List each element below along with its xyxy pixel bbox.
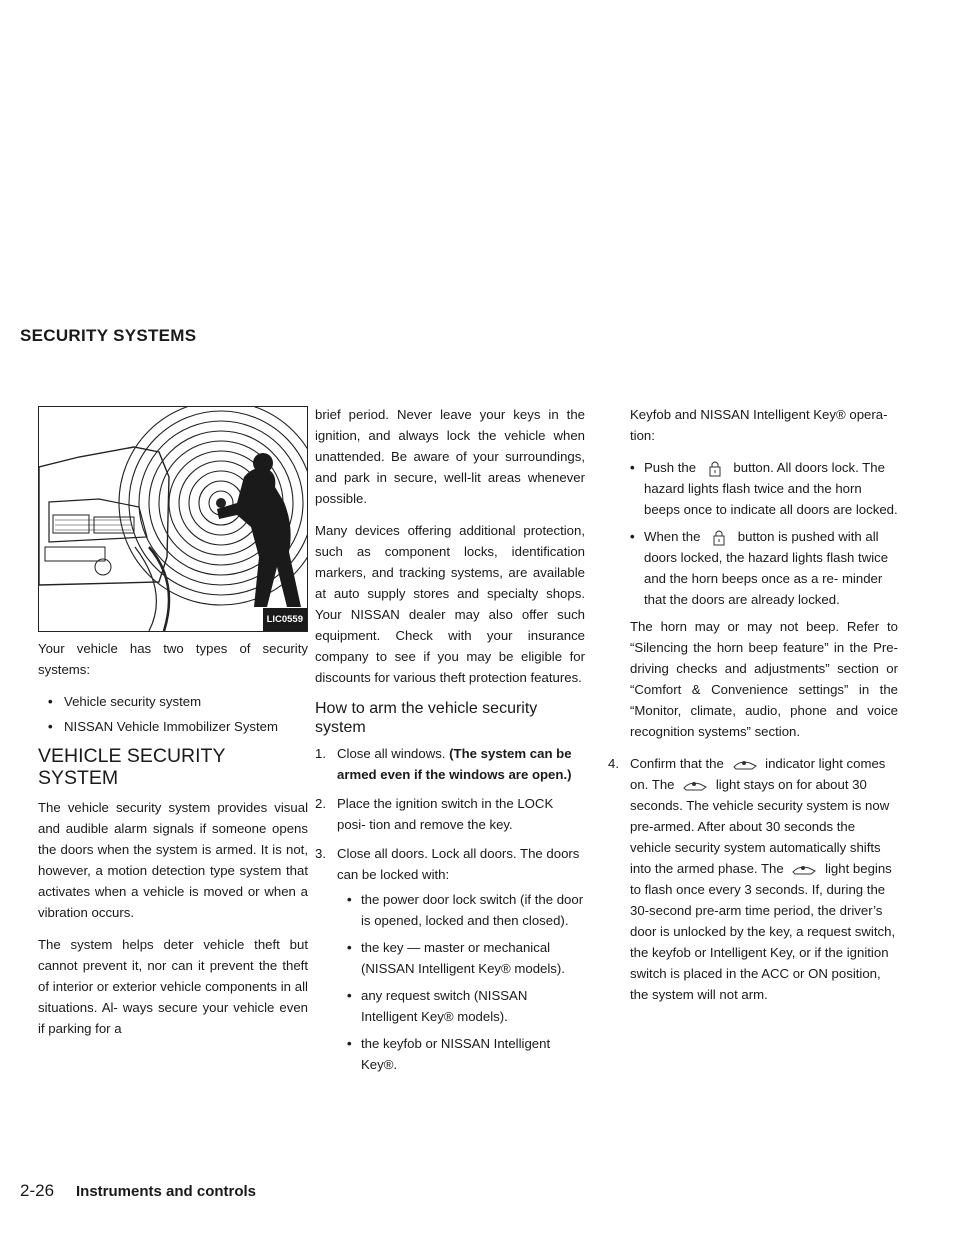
step-number: 4. — [608, 756, 619, 771]
security-figure — [38, 406, 308, 632]
step-note: (The system can be armed even if the windows are open.) — [337, 746, 572, 782]
list-item — [48, 691, 308, 712]
list-item — [347, 985, 585, 1027]
list-item — [630, 526, 898, 610]
chapter-title: Instruments and controls — [76, 1183, 257, 1200]
intro-text: Your vehicle has two types of security systems: — [38, 641, 308, 677]
bullet-icon: • — [48, 694, 53, 709]
list-item-text: the power door lock switch (if the door is opened, locked and then closed). — [361, 892, 584, 928]
bullet-icon: • — [48, 719, 53, 734]
column-3 — [608, 404, 898, 1013]
step-text: Place the ignition switch in the LOCK posi- tion and remove the key. — [337, 796, 554, 832]
paragraph: brief period. Never leave your keys in the ignition, and always lock the vehicle when unattended. Be aware of your surroundings, and park in secure, well-lit areas whenever possible. — [315, 407, 585, 506]
paragraph: The system helps deter vehicle theft but cannot prevent it, nor can it prevent the theft of interior or exterior vehicle components in all situations. Al- ways secure your vehicle even if parking for a — [38, 937, 308, 1036]
step-text: light stays on for about 30 seconds. The vehicle security system is now pre-armed. After about 30 seconds the vehicle security system automatically shifts into the armed phase. The — [630, 777, 890, 876]
bullet-icon: • — [630, 529, 635, 544]
list-item-text: the key — master or mechanical (NISSAN Intelligent Key® models). — [361, 940, 565, 976]
security-indicator-icon — [730, 757, 760, 773]
step-text: Close all doors. Lock all doors. The doors can be locked with: — [337, 846, 580, 882]
step — [315, 793, 585, 835]
section-title: SECURITY SYSTEMS — [20, 326, 197, 345]
step-number: 3. — [315, 846, 326, 861]
list-item-text: NISSAN Vehicle Immobilizer System — [64, 719, 278, 734]
bullet-icon: • — [347, 892, 352, 907]
step — [315, 843, 585, 885]
list-item-text: Vehicle security system — [64, 694, 202, 709]
column-2 — [315, 404, 585, 1081]
step — [608, 753, 898, 1005]
list-item — [347, 937, 585, 979]
vehicle-security-illustration — [39, 407, 307, 631]
list-item-text: any request switch (NISSAN Intelligent Key® models). — [361, 988, 528, 1024]
step-number: 2. — [315, 796, 326, 811]
page-number: 2-26 — [20, 1181, 55, 1200]
section-heading: VEHICLE SECURITY SYSTEM — [38, 745, 226, 789]
list-item — [630, 457, 898, 520]
figure-code: LIC0559 — [263, 608, 307, 631]
list-item — [347, 1033, 585, 1075]
step-text: light begins to flash once every 3 seconds. If, during the 30-second pre-arm time period, the driver’s door is unlocked by the key, a request switch, the keyfob or Intelligent Key, or if the ignition switch is placed in the ACC or ON position, the system will not arm. — [630, 861, 896, 1002]
list-item-text: the keyfob or NISSAN Intelligent Key®. — [361, 1036, 551, 1072]
paragraph: Many devices offering additional protection, such as component locks, identification markers, and tracking systems, are available at auto supply stores and specialty shops. Your NISSAN dealer may also offer such equipment. Check with your insurance company to see if you may be eligible for discounts for various theft protection features. — [315, 523, 585, 685]
list-item-text: button is pushed with all doors locked, the hazard lights flash twice and the horn beeps once as a re- minder that the doors are already locked. — [644, 529, 889, 607]
lock-icon — [702, 460, 728, 478]
bullet-icon: • — [347, 940, 352, 955]
step-text: Confirm that the — [630, 756, 724, 771]
paragraph: The vehicle security system provides visual and audible alarm signals if someone opens the doors when the system is armed. It is not, however, a motion detection type system that activates when a vehicle is moved or when a vibration occurs. — [38, 800, 308, 920]
security-indicator-icon — [789, 862, 819, 878]
list-item — [347, 889, 585, 931]
list-item — [48, 716, 308, 737]
subsection-heading: How to arm the vehicle security system — [315, 700, 538, 736]
security-indicator-icon — [680, 778, 710, 794]
step-text: Close all windows. — [337, 746, 446, 761]
step-number: 1. — [315, 746, 326, 761]
bullet-icon: • — [347, 988, 352, 1003]
list-item-text: When the — [644, 529, 701, 544]
paragraph: The horn may or may not beep. Refer to “Silencing the horn beep feature” in the Pre- driving checks and adjustments” section or “Comfort & Convenience settings” in the “Monitor, climate, audio, phone and voice recognition systems” section. — [630, 619, 898, 739]
step — [315, 743, 585, 785]
bullet-icon: • — [347, 1036, 352, 1051]
list-item-text: button. All doors lock. The hazard lights flash twice and the horn beeps once to indicate all doors are locked. — [644, 460, 898, 517]
column-1 — [38, 406, 308, 1050]
bullet-icon: • — [630, 460, 635, 475]
list-item-text: Push the — [644, 460, 697, 475]
paragraph: Keyfob and NISSAN Intelligent Key® opera- tion: — [630, 407, 888, 443]
step-text: indicator light comes on. The — [630, 756, 886, 792]
lock-icon — [706, 529, 732, 547]
